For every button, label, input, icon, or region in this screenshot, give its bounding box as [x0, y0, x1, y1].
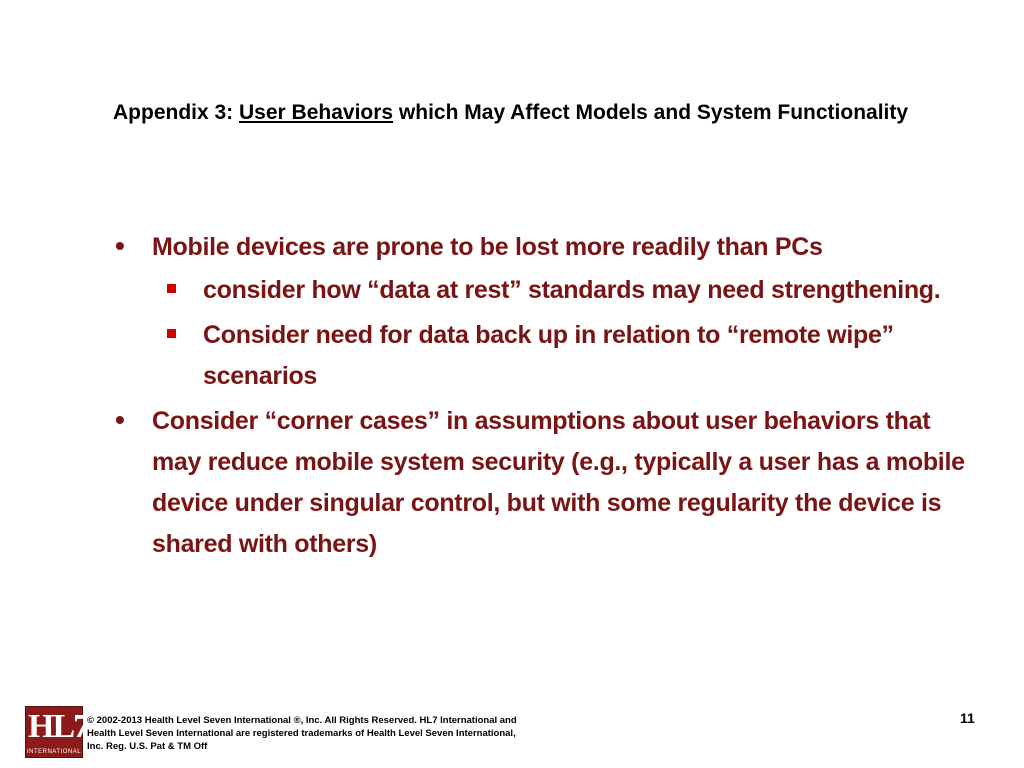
slide-title [113, 99, 983, 127]
sub-bullet-text: Consider need for data back up in relation to “remote wipe” scenarios [203, 321, 894, 390]
logo-letters: HL7 [28, 708, 89, 745]
square-bullet-icon [167, 284, 176, 293]
sub-bullet-text: consider how “data at rest” standards may need strengthening. [203, 276, 941, 304]
bullet-text: Mobile devices are prone to be lost more readily than PCs [152, 233, 823, 261]
bullet-icon: • [115, 230, 125, 261]
bullet-icon: • [115, 404, 125, 435]
bullet-list [112, 227, 972, 567]
title-prefix: Appendix 3: [113, 101, 240, 124]
sub-bullet-item [112, 315, 972, 397]
title-suffix: which May Affect Models and System Functionality [393, 101, 909, 124]
bullet-item [112, 227, 972, 268]
hl7-logo [25, 706, 89, 758]
copyright-notice: © 2002-2013 Health Level Seven International ®, Inc. All Rights Reserved. HL7 International and Health Level Seven International are registered trademarks of Health Level Seven International, Inc. Reg. U.S. Pat & TM Off [87, 715, 517, 752]
sub-bullet-item [112, 270, 972, 311]
logo-subtitle: INTERNATIONAL [26, 749, 82, 755]
square-bullet-icon [167, 329, 176, 338]
bullet-text: Consider “corner cases” in assumptions about user behaviors that may reduce mobile system security (e.g., typically a user has a mobile device under singular control, but with some regularity the device is shared with others) [152, 407, 965, 558]
title-underlined: User Behaviors [239, 101, 394, 124]
page-number: 11 [960, 710, 975, 726]
bullet-item [112, 401, 972, 565]
